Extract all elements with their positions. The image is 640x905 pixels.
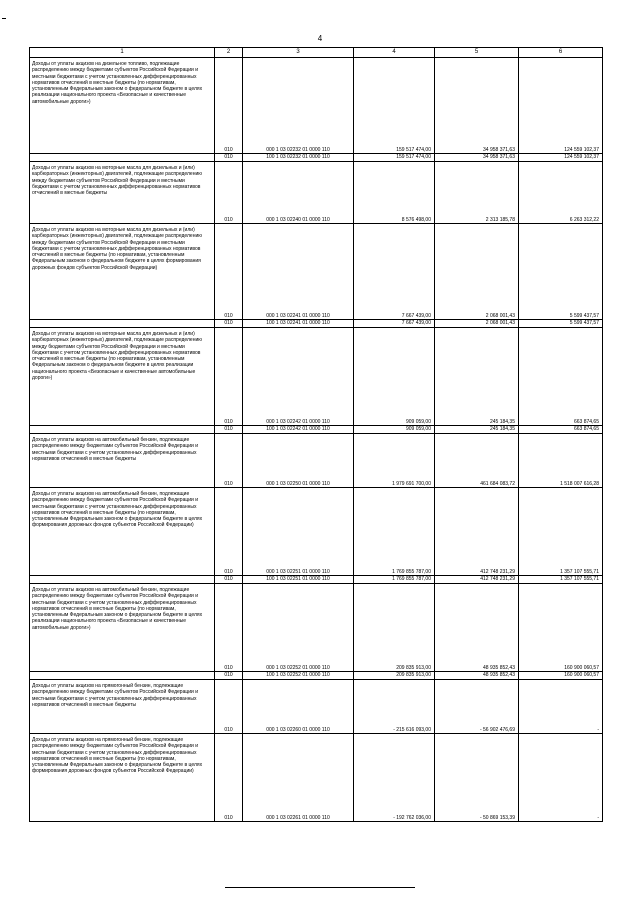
row-line-code: 010 bbox=[215, 58, 243, 154]
table-row bbox=[30, 224, 603, 320]
row-description: Доходы от уплаты акцизов на автомобильный бензин, подлежащие распределению между бюджетами субъектов Российской Федерации и местными бюджетами с учетом установленных дифференцированных нормативов отчислений в местные бюджеты (по нормативам, установленным Федеральным законом о федеральном бюджете в целях реализации национального проекта «Безопасные и качественные автомобильные дороги») bbox=[30, 584, 215, 672]
subrow-executed: 48 935 852,43 bbox=[435, 672, 519, 680]
row-executed: 34 958 371,63 bbox=[435, 58, 519, 154]
row-unexecuted: 124 559 102,37 bbox=[519, 58, 603, 154]
row-approved: 909 059,00 bbox=[354, 328, 435, 426]
subrow-unexecuted: 1 357 107 555,71 bbox=[519, 576, 603, 584]
row-line-code: 010 bbox=[215, 224, 243, 320]
table-row bbox=[30, 488, 603, 576]
row-budget-code: 000 1 03 02242 01 0000 110 bbox=[243, 328, 354, 426]
row-line-code: 010 bbox=[215, 328, 243, 426]
scan-mark bbox=[2, 18, 6, 19]
subrow-approved: 209 835 913,00 bbox=[354, 672, 435, 680]
row-budget-code: 000 1 03 02252 01 0000 110 bbox=[243, 584, 354, 672]
row-unexecuted: 1 518 007 616,28 bbox=[519, 434, 603, 488]
row-executed: - 56 902 476,69 bbox=[435, 680, 519, 734]
row-line-code: 010 bbox=[215, 584, 243, 672]
row-line-code: 010 bbox=[215, 488, 243, 576]
subrow-unexecuted: 160 900 060,57 bbox=[519, 672, 603, 680]
subrow-executed: 245 184,35 bbox=[435, 426, 519, 434]
row-executed: 245 184,35 bbox=[435, 328, 519, 426]
subrow-unexecuted: 124 559 102,37 bbox=[519, 154, 603, 162]
subrow-empty bbox=[30, 672, 215, 680]
subrow-approved: 159 517 474,00 bbox=[354, 154, 435, 162]
subrow-line-code: 010 bbox=[215, 576, 243, 584]
row-unexecuted: 5 599 437,57 bbox=[519, 224, 603, 320]
row-budget-code: 000 1 03 02241 01 0000 110 bbox=[243, 224, 354, 320]
row-line-code: 010 bbox=[215, 162, 243, 224]
row-approved: 7 667 439,00 bbox=[354, 224, 435, 320]
row-executed: 412 748 231,29 bbox=[435, 488, 519, 576]
table-header-row bbox=[30, 48, 603, 58]
row-budget-code: 000 1 03 02261 01 0000 110 bbox=[243, 734, 354, 822]
table-row bbox=[30, 680, 603, 734]
table-row bbox=[30, 328, 603, 426]
row-description: Доходы от уплаты акцизов на дизельное топливо, подлежащие распределению между бюджетами субъектов Российской Федерации и местными бюджетами с учетом установленных дифференцированных нормативов отчислений в местные бюджеты (по нормативам, установленным Федеральным законом о федеральном бюджете в целях реализации национального проекта «Безопасные и качественные автомобильные дороги») bbox=[30, 58, 215, 154]
row-executed: 48 935 852,43 bbox=[435, 584, 519, 672]
table-row bbox=[30, 58, 603, 154]
page-number: 4 bbox=[317, 34, 323, 43]
subrow-executed: 412 748 231,29 bbox=[435, 576, 519, 584]
header-cell: 4 bbox=[354, 48, 435, 58]
subrow-budget-code: 100 1 03 02252 01 0000 110 bbox=[243, 672, 354, 680]
table-row bbox=[30, 734, 603, 822]
budget-revenue-table bbox=[29, 47, 603, 822]
subrow-line-code: 010 bbox=[215, 154, 243, 162]
row-description: Доходы от уплаты акцизов на прямогонный бензин, подлежащие распределению между бюджетами субъектов Российской Федерации и местными бюджетами с учетом установленных дифференцированных нормативов отчислений в местные бюджеты (по нормативам, установленным Федеральным законом о федеральном бюджете в целях формирования дорожных фондов субъектов Российской Федерации) bbox=[30, 734, 215, 822]
footer-rule bbox=[225, 887, 415, 888]
row-budget-code: 000 1 03 02240 01 0000 110 bbox=[243, 162, 354, 224]
row-unexecuted: 663 874,65 bbox=[519, 328, 603, 426]
row-executed: 2 313 185,78 bbox=[435, 162, 519, 224]
table-subrow bbox=[30, 154, 603, 162]
table-subrow bbox=[30, 576, 603, 584]
subrow-line-code: 010 bbox=[215, 320, 243, 328]
subrow-approved: 7 667 439,00 bbox=[354, 320, 435, 328]
table-row bbox=[30, 434, 603, 488]
row-description: Доходы от уплаты акцизов на автомобильный бензин, подлежащие распределению между бюджетами субъектов Российской Федерации и местными бюджетами с учетом установленных дифференцированных нормативов отчислений в местные бюджеты (по нормативам, установленным Федеральным законом о федеральном бюджете в целях формирования дорожных фондов субъектов Российской Федерации) bbox=[30, 488, 215, 576]
row-line-code: 010 bbox=[215, 734, 243, 822]
row-budget-code: 000 1 03 02251 01 0000 110 bbox=[243, 488, 354, 576]
row-description: Доходы от уплаты акцизов на моторные масла для дизельных и (или) карбюраторных (инжекторных) двигателей, подлежащие распределению между бюджетами субъектов Российской Федерации и местными бюджетами с учетом установленных дифференцированных нормативов отчислений в местные бюджеты (по нормативам, установленным Федеральным законом о федеральном бюджете в целях реализации национального проекта «Безопасные и качественные автомобильные дороги») bbox=[30, 328, 215, 426]
row-approved: 209 835 913,00 bbox=[354, 584, 435, 672]
subrow-budget-code: 100 1 03 02242 01 0000 110 bbox=[243, 426, 354, 434]
row-approved: 8 576 498,00 bbox=[354, 162, 435, 224]
table-row bbox=[30, 162, 603, 224]
row-budget-code: 000 1 03 02260 01 0000 110 bbox=[243, 680, 354, 734]
row-budget-code: 000 1 03 02250 01 0000 110 bbox=[243, 434, 354, 488]
row-executed: 2 068 001,43 bbox=[435, 224, 519, 320]
row-unexecuted: 6 263 312,22 bbox=[519, 162, 603, 224]
subrow-empty bbox=[30, 576, 215, 584]
subrow-line-code: 010 bbox=[215, 426, 243, 434]
subrow-unexecuted: 663 874,65 bbox=[519, 426, 603, 434]
row-approved: 1 979 691 700,00 bbox=[354, 434, 435, 488]
subrow-budget-code: 100 1 03 02251 01 0000 110 bbox=[243, 576, 354, 584]
row-executed: - 50 869 153,39 bbox=[435, 734, 519, 822]
row-unexecuted: 160 900 060,57 bbox=[519, 584, 603, 672]
subrow-budget-code: 100 1 03 02232 01 0000 110 bbox=[243, 154, 354, 162]
subrow-executed: 34 958 371,63 bbox=[435, 154, 519, 162]
table-subrow bbox=[30, 320, 603, 328]
subrow-line-code: 010 bbox=[215, 672, 243, 680]
row-line-code: 010 bbox=[215, 680, 243, 734]
row-unexecuted: 1 357 107 555,71 bbox=[519, 488, 603, 576]
row-approved: 1 769 855 787,00 bbox=[354, 488, 435, 576]
header-cell: 3 bbox=[243, 48, 354, 58]
subrow-unexecuted: 5 599 437,57 bbox=[519, 320, 603, 328]
table-subrow bbox=[30, 672, 603, 680]
row-description: Доходы от уплаты акцизов на прямогонный бензин, подлежащие распределению между бюджетами субъектов Российской Федерации и местными бюджетами с учетом установленных дифференцированных нормативов отчислений в местные бюджеты bbox=[30, 680, 215, 734]
row-executed: 461 684 083,72 bbox=[435, 434, 519, 488]
row-budget-code: 000 1 03 02232 01 0000 110 bbox=[243, 58, 354, 154]
row-approved: - 192 762 036,00 bbox=[354, 734, 435, 822]
row-line-code: 010 bbox=[215, 434, 243, 488]
row-unexecuted: - bbox=[519, 680, 603, 734]
subrow-approved: 1 769 855 787,00 bbox=[354, 576, 435, 584]
header-cell: 6 bbox=[519, 48, 603, 58]
row-description: Доходы от уплаты акцизов на моторные масла для дизельных и (или) карбюраторных (инжекторных) двигателей, подлежащие распределению между бюджетами субъектов Российской Федерации и местными бюджетами с учетом установленных дифференцированных нормативов отчислений в местные бюджеты bbox=[30, 162, 215, 224]
subrow-executed: 2 068 001,43 bbox=[435, 320, 519, 328]
subrow-empty bbox=[30, 426, 215, 434]
subrow-budget-code: 100 1 03 02241 01 0000 110 bbox=[243, 320, 354, 328]
row-description: Доходы от уплаты акцизов на автомобильный бензин, подлежащие распределению между бюджетами субъектов Российской Федерации и местными бюджетами с учетом установленных дифференцированных нормативов отчислений в местные бюджеты bbox=[30, 434, 215, 488]
subrow-empty bbox=[30, 320, 215, 328]
table-subrow bbox=[30, 426, 603, 434]
subrow-empty bbox=[30, 154, 215, 162]
header-cell: 5 bbox=[435, 48, 519, 58]
table-row bbox=[30, 584, 603, 672]
row-unexecuted: - bbox=[519, 734, 603, 822]
header-cell: 2 bbox=[215, 48, 243, 58]
subrow-approved: 909 059,00 bbox=[354, 426, 435, 434]
row-approved: - 215 616 093,00 bbox=[354, 680, 435, 734]
row-description: Доходы от уплаты акцизов на моторные масла для дизельных и (или) карбюраторных (инжекторных) двигателей, подлежащие распределению между бюджетами субъектов Российской Федерации и местными бюджетами с учетом установленных дифференцированных нормативов отчислений в местные бюджеты (по нормативам, установленным Федеральным законом о федеральном бюджете в целях формирования дорожных фондов субъектов Российской Федерации) bbox=[30, 224, 215, 320]
header-cell: 1 bbox=[30, 48, 215, 58]
row-approved: 159 517 474,00 bbox=[354, 58, 435, 154]
